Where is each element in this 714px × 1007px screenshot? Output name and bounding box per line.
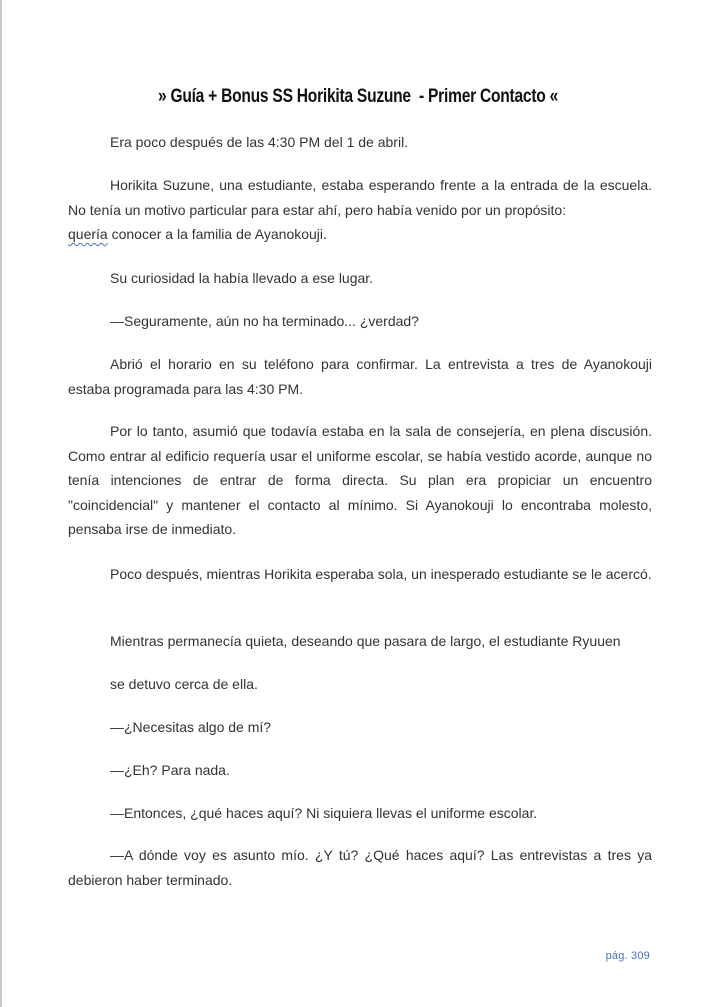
paragraph[interactable]	[68, 352, 652, 401]
paragraph-text: Era poco después de las 4:30 PM del 1 de abril.	[110, 134, 409, 150]
paragraph-text: Poco después, mientras Horikita esperaba sola, un inesperado estudiante se le acercó.	[110, 566, 652, 582]
paragraph[interactable]	[68, 672, 652, 697]
paragraph[interactable]	[68, 629, 652, 654]
paragraph-text: —A dónde voy es asunto mío. ¿Y tú? ¿Qué haces aquí? Las entrevistas a tres ya debieron haber terminado.	[68, 847, 652, 888]
paragraph-text: —¿Eh? Para nada.	[110, 762, 230, 778]
paragraph-text: Mientras permanecía quieta, deseando que pasara de largo, el estudiante Ryuuen	[110, 633, 621, 649]
paragraph-text	[68, 173, 652, 247]
paragraph[interactable]	[68, 130, 652, 155]
paragraph[interactable]	[68, 419, 652, 542]
spellcheck-flagged-word[interactable]: quería	[68, 226, 108, 242]
paragraph-text: —Entonces, ¿qué haces aquí? Ni siquiera llevas el uniforme escolar.	[110, 805, 538, 821]
paragraph[interactable]	[68, 562, 652, 587]
paragraph-text: se detuvo cerca de ella.	[110, 676, 258, 692]
paragraph-text: Abrió el horario en su teléfono para confirmar. La entrevista a tres de Ayanokouji estaba programada para las 4:30 PM.	[68, 356, 652, 397]
paragraph[interactable]	[68, 801, 652, 826]
paragraph-text-line: Horikita Suzune, una estudiante, estaba esperando frente a la entrada de la escuela. No tenía un motivo particular para estar ahí, pero había venido por un propósito:	[68, 177, 652, 218]
paragraph[interactable]	[68, 266, 652, 291]
paragraph[interactable]	[68, 309, 652, 334]
paragraph-text: Por lo tanto, asumió que todavía estaba en la sala de consejería, en plena discusión. Como entrar al edificio requería usar el uniforme escolar, se había vestido acorde, aunque no tenía intenciones de entrar de forma directa. Su plan era propiciar un encuentro "coincidencial" y mantener el contacto al mínimo. Si Ayanokouji lo encontraba molesto, pensaba irse de inmediato.	[68, 423, 652, 537]
paragraph[interactable]	[68, 758, 652, 783]
paragraph-text: —¿Necesitas algo de mí?	[110, 719, 272, 735]
paragraph[interactable]	[68, 173, 652, 247]
paragraph-text: —Seguramente, aún no ha terminado... ¿verdad?	[110, 313, 419, 329]
page-title: » Guía + Bonus SS Horikita Suzune - Primer Contacto «	[157, 86, 559, 107]
paragraph[interactable]	[68, 715, 652, 740]
paragraph[interactable]	[68, 843, 652, 892]
paragraph-text-line: conocer a la familia de Ayanokouji.	[111, 226, 327, 242]
page-number: pág. 309	[605, 950, 650, 962]
paragraph-text: Su curiosidad la había llevado a ese lugar.	[110, 270, 374, 286]
